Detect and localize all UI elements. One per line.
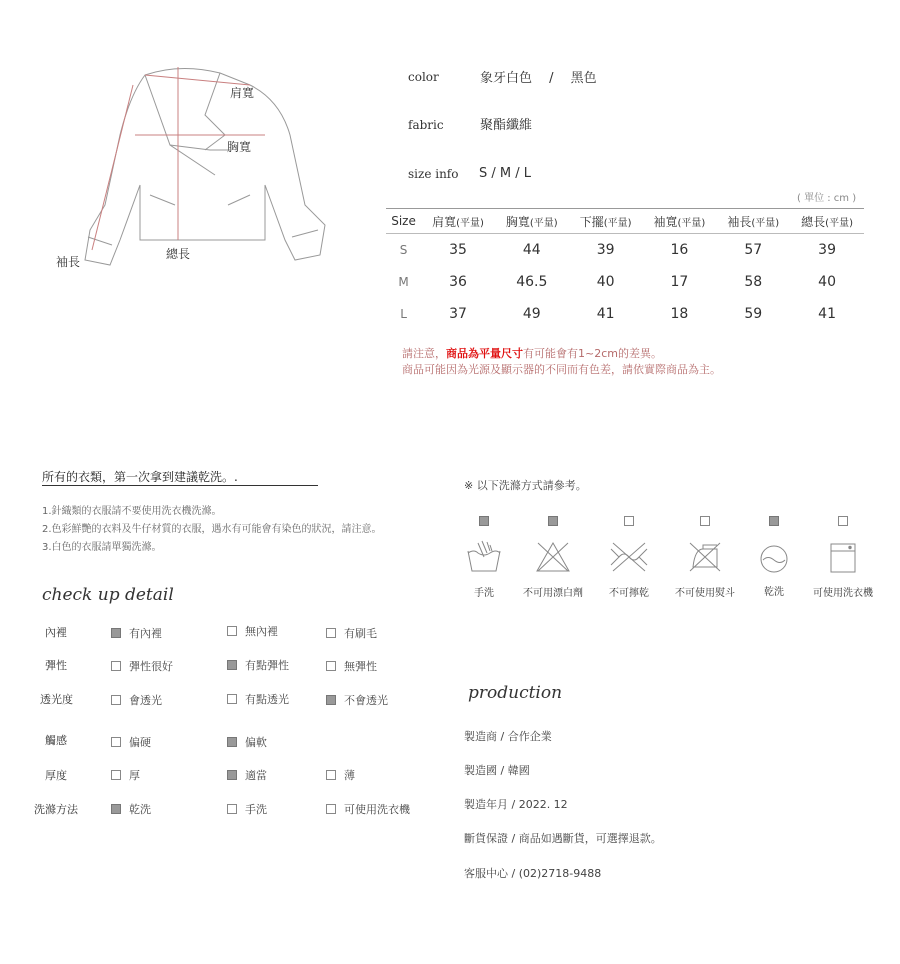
checkbox — [111, 695, 121, 705]
checkbox — [227, 660, 237, 670]
option-some-elastic: 有點彈性 — [227, 657, 289, 673]
checkbox — [227, 626, 237, 636]
checkbox — [326, 804, 336, 814]
wash-label: 不可擰乾 — [609, 588, 649, 599]
option-dry-clean: 乾洗 — [111, 801, 151, 817]
production-manufacturer: 製造商 / 合作企業 — [464, 730, 552, 743]
care-line-1: 1.針織類的衣服請不要使用洗衣機洗滌。 — [42, 506, 222, 517]
option-brushed: 有刷毛 — [326, 625, 377, 641]
option-no-lining: 無內裡 — [227, 623, 278, 639]
checkup-label-lining: 內裡 — [45, 626, 67, 639]
table-cell: 59 — [744, 306, 763, 322]
care-line-2: 2.色彩鮮艷的衣料及牛仔材質的衣服，遇水有可能會有染色的狀況，請注意。 — [42, 524, 382, 535]
no-wring-icon — [609, 541, 649, 573]
col-header-hem: 下擺(平量) — [569, 209, 643, 234]
table-row — [386, 266, 864, 298]
shoulder-width-label: 肩寬 — [230, 86, 255, 100]
table-cell: 37 — [449, 306, 467, 322]
no-bleach-icon — [535, 540, 571, 574]
table-cell: 39 — [596, 242, 615, 258]
table-cell: 36 — [449, 274, 467, 290]
option-no-elastic: 無彈性 — [326, 658, 377, 674]
color-difference-note: 商品可能因為光源及顯示器的不同而有色差，請依實際商品為主。 — [402, 363, 721, 376]
checkbox — [326, 770, 336, 780]
checkbox — [548, 516, 558, 526]
checkbox — [227, 694, 237, 704]
table-cell: 58 — [744, 274, 763, 290]
checkbox — [479, 516, 489, 526]
chest-width-label: 胸寬 — [227, 140, 252, 154]
table-cell: 57 — [744, 242, 763, 258]
option-slightly-see-through: 有點透光 — [227, 691, 289, 707]
table-cell: 46.5 — [516, 274, 548, 290]
no-iron-icon — [687, 541, 723, 573]
care-title: 所有的衣類，第一次拿到建議乾洗。. — [42, 470, 238, 484]
table-cell: 17 — [670, 274, 689, 290]
sleeve-length-label: 袖長 — [56, 255, 81, 269]
table-cell: 40 — [596, 274, 615, 290]
checkbox — [111, 804, 121, 814]
hand-wash-icon — [464, 539, 504, 575]
note-highlight: 商品為平量尺寸 — [446, 347, 523, 360]
table-cell: 40 — [818, 274, 836, 290]
color-label: color — [408, 70, 439, 84]
option-thick: 厚 — [111, 767, 140, 783]
checkup-label-touch: 觸感 — [45, 734, 67, 747]
checkup-title: check up detail — [42, 585, 174, 605]
table-cell: 44 — [522, 242, 541, 258]
table-cell: 16 — [670, 242, 689, 258]
wash-label: 手洗 — [474, 588, 494, 599]
table-row — [386, 298, 864, 330]
option-stiff: 偏硬 — [111, 734, 151, 750]
total-length-label: 總長 — [166, 247, 191, 261]
checkup-label-elasticity: 彈性 — [45, 659, 67, 672]
size-table — [386, 208, 864, 330]
checkbox — [111, 770, 121, 780]
checkbox — [700, 516, 710, 526]
checkbox — [624, 516, 634, 526]
checkbox — [326, 695, 336, 705]
table-cell: 18 — [670, 306, 689, 322]
production-customer-service: 客服中心 / (02)2718-9488 — [464, 867, 602, 880]
option-see-through: 會透光 — [111, 692, 162, 708]
col-header-shoulder: 肩寬(平量) — [421, 209, 495, 234]
note-suffix: 有可能會有1~2cm的差異。 — [523, 347, 662, 360]
fabric-value: 聚酯纖維 — [480, 118, 533, 133]
option-hand-wash: 手洗 — [227, 801, 267, 817]
checkup-label-wash-method: 洗滌方法 — [34, 803, 78, 816]
col-header-sleeve-length: 袖長(平量) — [716, 209, 790, 234]
table-cell: 35 — [449, 242, 467, 258]
unit-note: ( 單位 : cm ) — [797, 193, 857, 204]
checkbox — [227, 737, 237, 747]
checkup-grid — [0, 0, 440, 964]
wash-label: 不可用漂白劑 — [523, 588, 583, 599]
checkbox — [111, 628, 121, 638]
washing-title: ※ 以下洗滌方式請參考。 — [464, 479, 587, 492]
checkbox — [227, 770, 237, 780]
production-title: production — [468, 683, 563, 703]
color-value: 象牙白色 / 黑色 — [480, 71, 597, 86]
production-date: 製造年月 / 2022. 12 — [464, 798, 568, 811]
wash-label: 可使用洗衣機 — [813, 588, 873, 599]
dry-clean-icon — [759, 544, 789, 574]
table-cell: 41 — [818, 306, 836, 322]
checkbox — [326, 628, 336, 638]
option-medium: 適當 — [227, 767, 267, 783]
care-line-3: 3.白色的衣服請單獨洗滌。 — [42, 542, 162, 553]
table-cell: 41 — [596, 306, 615, 322]
checkbox — [111, 661, 121, 671]
wash-label: 乾洗 — [764, 587, 784, 598]
col-header-sleeve-width: 袖寬(平量) — [643, 209, 717, 234]
checkup-label-transparency: 透光度 — [40, 693, 73, 706]
checkbox — [769, 516, 779, 526]
size-info-value: S / M / L — [479, 166, 531, 181]
option-soft: 偏軟 — [227, 734, 267, 750]
col-header-size: Size — [386, 209, 421, 234]
wash-label: 不可使用熨斗 — [675, 588, 735, 599]
option-high-elastic: 彈性很好 — [111, 658, 173, 674]
checkbox — [838, 516, 848, 526]
production-country: 製造國 / 韓國 — [464, 764, 530, 777]
col-header-chest: 胸寬(平量) — [495, 209, 569, 234]
option-thin: 薄 — [326, 767, 355, 783]
production-stock-guarantee: 斷貨保證 / 商品如遇斷貨，可選擇退款。 — [464, 832, 662, 845]
fabric-label: fabric — [408, 118, 444, 132]
measurement-note — [402, 345, 662, 361]
checkup-label-thickness: 厚度 — [45, 769, 67, 782]
option-not-see-through: 不會透光 — [326, 692, 388, 708]
checkbox — [326, 661, 336, 671]
size-info-label: size info — [408, 167, 459, 181]
note-prefix: 請注意， — [402, 347, 446, 360]
washing-machine-icon — [829, 542, 857, 574]
table-cell: 49 — [522, 306, 541, 322]
col-header-total-length: 總長(平量) — [790, 209, 864, 234]
option-machine-wash: 可使用洗衣機 — [326, 801, 410, 817]
checkbox — [111, 737, 121, 747]
table-row — [386, 234, 864, 267]
checkbox — [227, 804, 237, 814]
table-cell: 39 — [818, 242, 836, 258]
table-cell: S — [399, 243, 408, 257]
table-cell: L — [400, 307, 407, 321]
table-cell: M — [398, 275, 409, 289]
option-has-lining: 有內裡 — [111, 625, 162, 641]
